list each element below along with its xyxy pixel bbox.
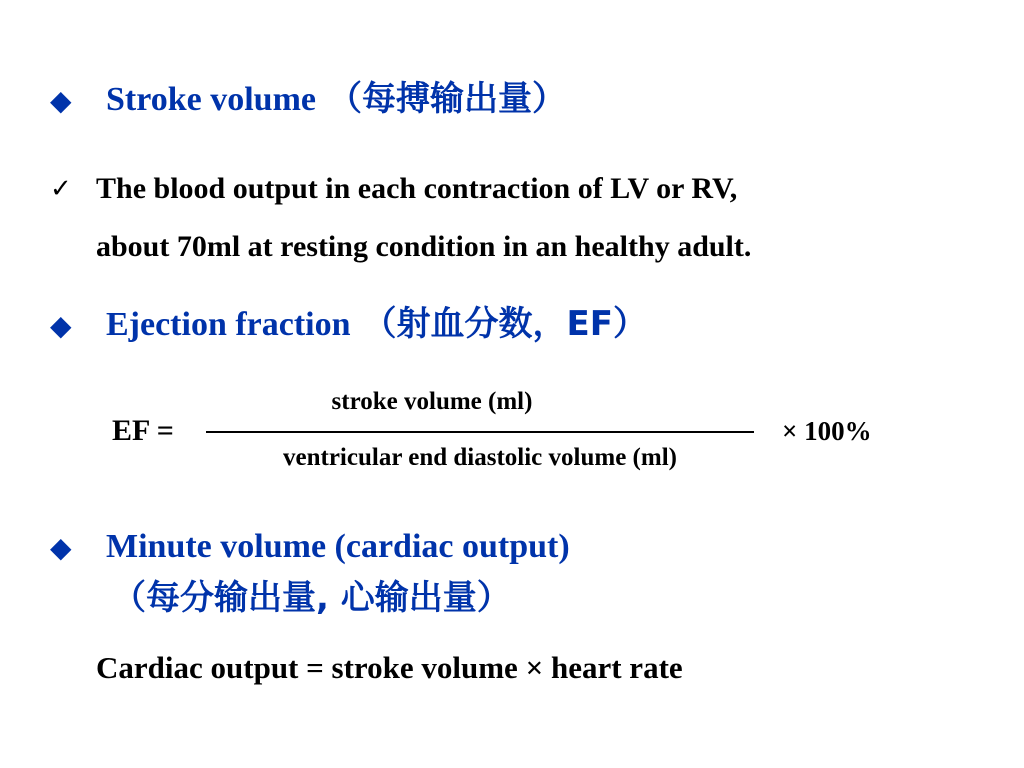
diamond-bullet-icon: ◆ (50, 533, 72, 564)
ejection-fraction-title: Ejection fraction (106, 306, 351, 343)
stroke-volume-definition (50, 160, 751, 276)
formula-multiplier: × 100% (782, 416, 872, 446)
definition-line-1: The blood output in each contraction of LV or RV, (96, 172, 738, 205)
diamond-bullet-icon: ◆ (50, 311, 72, 342)
formula-denominator: ventricular end diastolic volume (ml) (283, 444, 677, 471)
stroke-volume-heading (50, 80, 566, 119)
ejection-fraction-heading (50, 305, 647, 344)
fraction-bar (206, 431, 754, 433)
minute-volume-heading (50, 527, 570, 566)
cardiac-output-equation: Cardiac output = stroke volume × heart rate (96, 650, 683, 685)
formula-numerator: stroke volume (ml) (331, 388, 533, 415)
ef-formula (112, 386, 912, 486)
formula-lhs: EF = (112, 414, 174, 447)
diamond-bullet-icon: ◆ (50, 86, 72, 117)
definition-text (96, 160, 751, 276)
checkmark-icon: ✓ (50, 174, 72, 204)
minute-volume-title-cn: （每分输出量, 心输出量） (112, 578, 511, 618)
stroke-volume-title: Stroke volume (106, 81, 316, 118)
definition-line-2: about 70ml at resting condition in an healthy adult. (96, 230, 752, 263)
ejection-fraction-title-cn: （射血分数，EF） (362, 304, 647, 344)
stroke-volume-title-cn: （每搏输出量） (327, 79, 566, 119)
minute-volume-title: Minute volume (cardiac output) (106, 528, 570, 565)
